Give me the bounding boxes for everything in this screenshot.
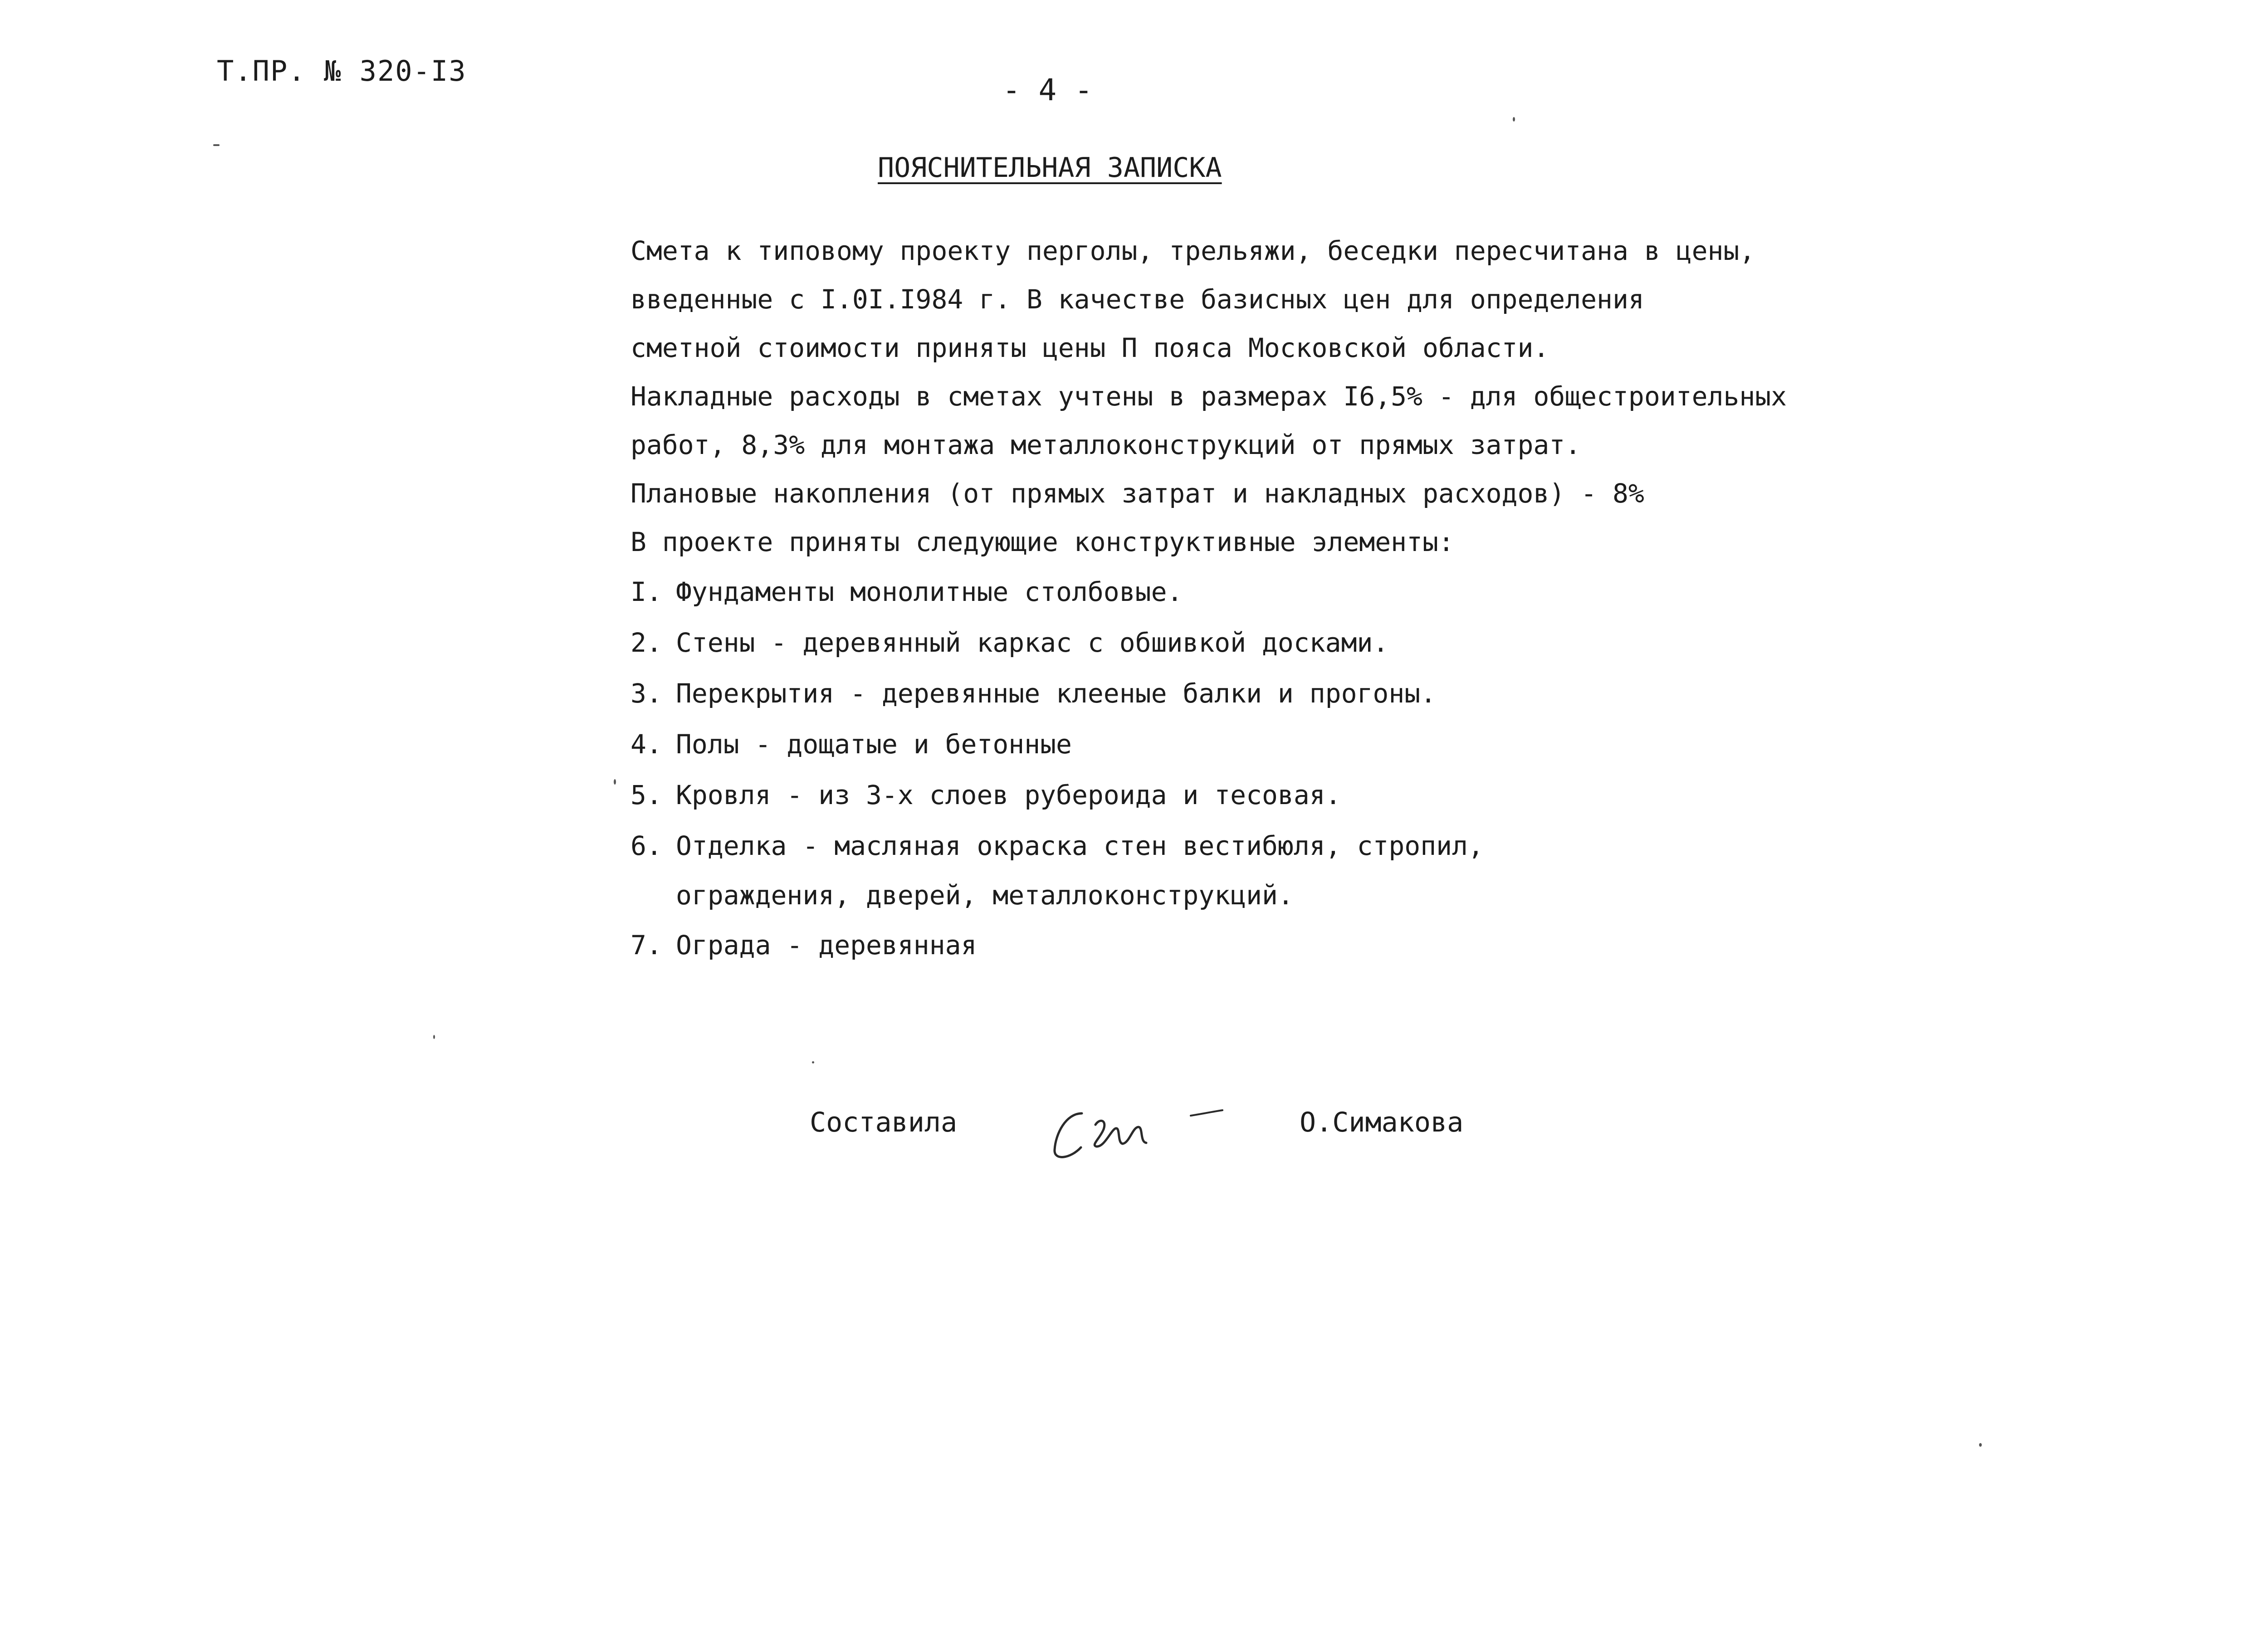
scan-speck <box>1513 117 1515 122</box>
signature-block <box>810 1088 1490 1179</box>
document-title: ПОЯСНИТЕЛЬНАЯ ЗАПИСКА <box>878 152 1222 184</box>
item-text: Фундаменты монолитные столбовые. <box>676 576 1183 607</box>
item-text: Стены - деревянный каркас с обшивкой досками. <box>676 627 1389 658</box>
paragraph-line: Плановые накопления (от прямых затрат и накладных расходов) - 8% <box>631 478 1644 509</box>
item-number: 5. <box>631 780 662 810</box>
list-item <box>631 566 2218 617</box>
item-number: 4. <box>631 729 662 760</box>
list-item <box>631 920 2218 971</box>
item-text: Перекрытия - деревянные клееные балки и прогоны. <box>676 678 1437 709</box>
scan-speck <box>812 1061 814 1063</box>
paragraph-line: Смета к типовому проекту перголы, трельяжи, беседки пересчитана в цены, <box>631 235 1755 266</box>
paragraph-line: введенные с I.0I.I984 г. В качестве базисных цен для определения <box>631 284 1644 315</box>
paragraph-line: В проекте приняты следующие конструктивные элементы: <box>631 527 1454 557</box>
signature-label: Составила <box>810 1107 958 1138</box>
item-number: 7. <box>631 930 662 961</box>
item-text: Полы - дощатые и бетонные <box>676 729 1072 760</box>
item-number: 2. <box>631 627 662 658</box>
item-number: 6. <box>631 830 662 861</box>
signatory-name: О.Симакова <box>1300 1107 1464 1138</box>
paragraph-line: Накладные расходы в сметах учтены в размерах I6,5% - для общестроительных <box>631 381 1787 412</box>
list-item <box>631 617 2218 668</box>
scan-speck <box>614 779 616 785</box>
list-item <box>631 668 2218 719</box>
explanatory-note-body <box>631 227 2218 971</box>
document-number: Т.ПР. № 320-I3 <box>217 54 467 88</box>
scan-speck <box>433 1035 435 1039</box>
item-text: ограждения, дверей, металлоконструкций. <box>676 880 1294 911</box>
list-item <box>631 770 2218 820</box>
list-item <box>631 820 2218 871</box>
handwritten-signature-icon <box>1027 1070 1254 1170</box>
paragraph-line: сметной стоимости приняты цены П пояса Московской области. <box>631 332 1549 363</box>
item-number: I. <box>631 576 662 607</box>
item-text: Кровля - из 3-х слоев рубероида и тесовая. <box>676 780 1341 810</box>
item-text: Отделка - масляная окраска стен вестибюля, стропил, <box>676 830 1484 861</box>
item-text: Ограда - деревянная <box>676 930 977 961</box>
page-number: - 4 - <box>1002 73 1093 107</box>
list-item-continuation <box>631 871 2218 920</box>
item-number: 3. <box>631 678 662 709</box>
list-item <box>631 719 2218 770</box>
scan-speck <box>1979 1443 1982 1447</box>
construction-elements-list <box>631 566 2218 971</box>
paragraph-line: работ, 8,3% для монтажа металлоконструкций от прямых затрат. <box>631 429 1581 460</box>
scan-speck <box>213 144 220 146</box>
